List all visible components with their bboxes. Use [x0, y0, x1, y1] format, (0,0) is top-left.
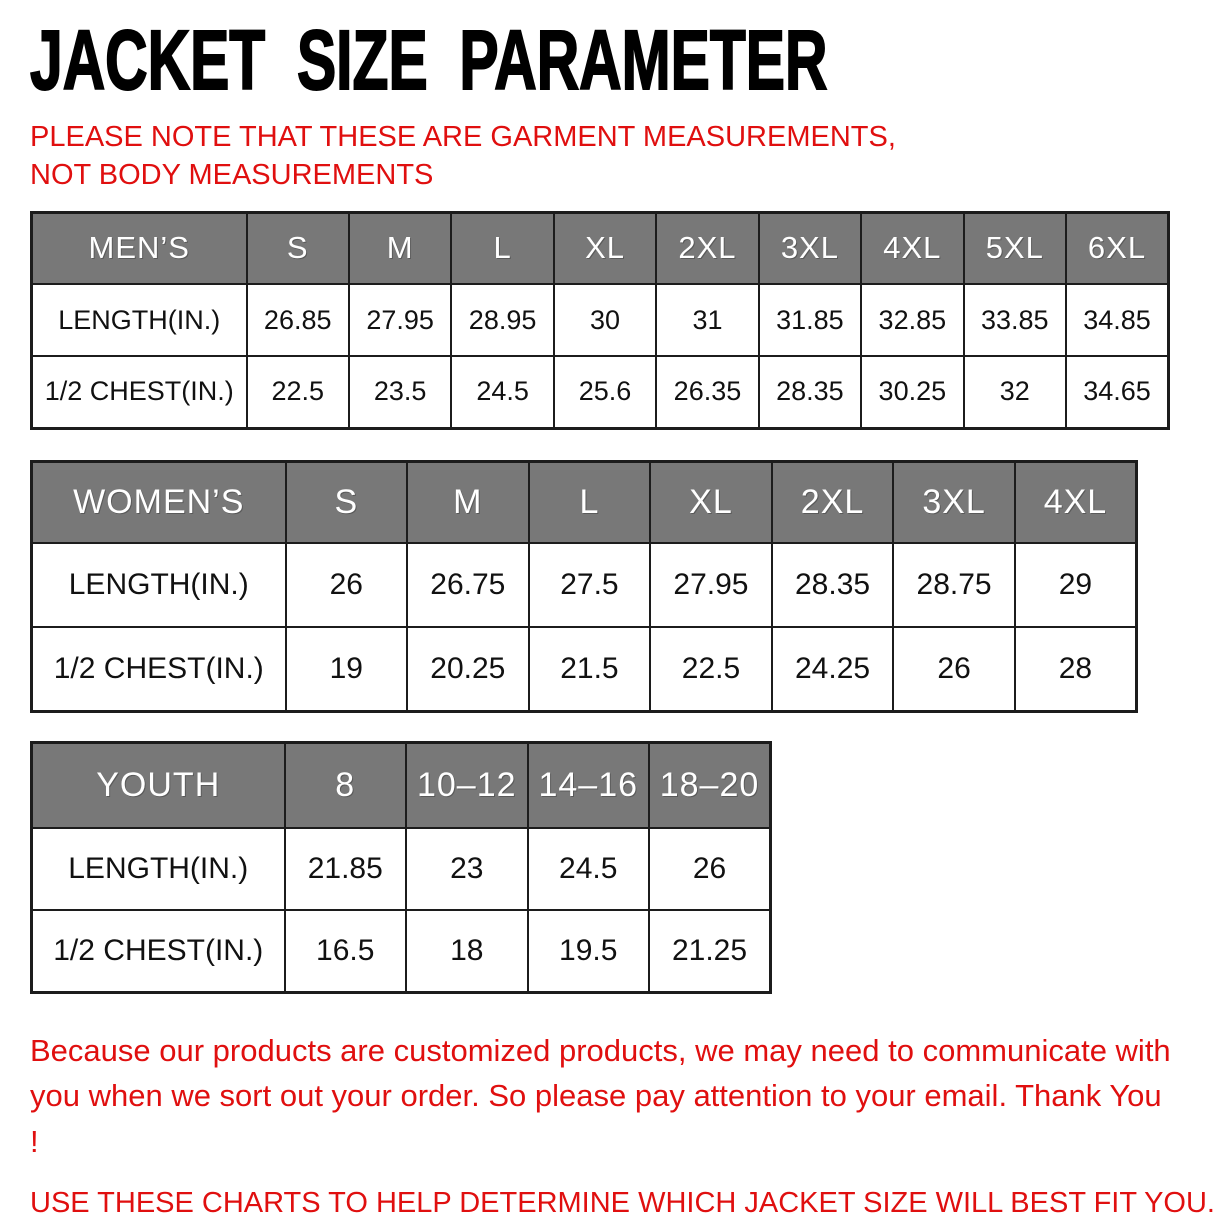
youth-size-value: 19.5	[528, 910, 650, 992]
mens-measurement-row	[32, 356, 1169, 428]
womens-size-value: 29	[1015, 543, 1137, 627]
womens-table-title: WOMEN’S	[32, 461, 286, 543]
mens-size-value: 30	[554, 284, 656, 356]
womens-column-header: M	[407, 461, 529, 543]
mens-size-value: 24.5	[451, 356, 553, 428]
mens-column-header: M	[349, 212, 451, 284]
youth-size-value: 21.25	[649, 910, 771, 992]
mens-header-row	[32, 212, 1169, 284]
youth-table-title: YOUTH	[32, 742, 285, 828]
womens-row-label: 1/2 CHEST(IN.)	[32, 627, 286, 711]
youth-column-header: 14–16	[528, 742, 650, 828]
womens-size-value: 26	[893, 627, 1015, 711]
youth-size-value: 16.5	[285, 910, 407, 992]
mens-measurement-row	[32, 284, 1169, 356]
youth-size-value: 23	[406, 828, 528, 910]
youth-row-label: LENGTH(IN.)	[32, 828, 285, 910]
youth-size-value: 24.5	[528, 828, 650, 910]
mens-column-header: XL	[554, 212, 656, 284]
youth-size-value: 26	[649, 828, 771, 910]
womens-column-header: 3XL	[893, 461, 1015, 543]
youth-size-value: 18	[406, 910, 528, 992]
womens-size-value: 21.5	[529, 627, 651, 711]
mens-row-label: 1/2 CHEST(IN.)	[32, 356, 247, 428]
womens-column-header: L	[529, 461, 651, 543]
mens-table-title: MEN’S	[32, 212, 247, 284]
womens-size-value: 27.5	[529, 543, 651, 627]
mens-row-label: LENGTH(IN.)	[32, 284, 247, 356]
womens-column-header: 4XL	[1015, 461, 1137, 543]
mens-column-header: L	[451, 212, 553, 284]
youth-column-header: 10–12	[406, 742, 528, 828]
mens-size-value: 28.35	[759, 356, 861, 428]
womens-measurement-row	[32, 627, 1137, 711]
youth-column-header: 8	[285, 742, 407, 828]
youth-size-value: 21.85	[285, 828, 407, 910]
womens-size-table	[30, 460, 1138, 713]
garment-measurement-note: PLEASE NOTE THAT THESE ARE GARMENT MEASUREMENTS, NOT BODY MEASUREMENTS	[30, 121, 896, 192]
womens-measurement-row	[32, 543, 1137, 627]
womens-column-header: XL	[650, 461, 772, 543]
customization-notice: Because our products are customized products, we may need to communicate with you when we sort out your order. So please pay attention to your email. Thank You !	[30, 1032, 1171, 1160]
mens-size-value: 34.65	[1066, 356, 1169, 428]
womens-size-value: 28.35	[772, 543, 894, 627]
womens-size-value: 26.75	[407, 543, 529, 627]
mens-column-header: 4XL	[861, 212, 963, 284]
youth-size-table	[30, 741, 772, 994]
mens-size-value: 32	[964, 356, 1066, 428]
womens-header-row	[32, 461, 1137, 543]
womens-size-value: 28.75	[893, 543, 1015, 627]
mens-size-value: 27.95	[349, 284, 451, 356]
womens-column-header: 2XL	[772, 461, 894, 543]
womens-column-header: S	[286, 461, 408, 543]
mens-size-value: 33.85	[964, 284, 1066, 356]
mens-size-table	[30, 211, 1170, 430]
womens-size-value: 27.95	[650, 543, 772, 627]
womens-size-value: 28	[1015, 627, 1137, 711]
mens-size-value: 31.85	[759, 284, 861, 356]
youth-column-header: 18–20	[649, 742, 771, 828]
mens-size-value: 22.5	[247, 356, 349, 428]
youth-header-row	[32, 742, 771, 828]
womens-size-value: 26	[286, 543, 408, 627]
youth-row-label: 1/2 CHEST(IN.)	[32, 910, 285, 992]
mens-size-value: 34.85	[1066, 284, 1169, 356]
chart-usage-instruction: USE THESE CHARTS TO HELP DETERMINE WHICH JACKET SIZE WILL BEST FIT YOU.	[30, 1187, 1215, 1220]
womens-size-value: 19	[286, 627, 408, 711]
womens-row-label: LENGTH(IN.)	[32, 543, 286, 627]
mens-size-value: 26.85	[247, 284, 349, 356]
youth-measurement-row	[32, 828, 771, 910]
mens-size-value: 26.35	[656, 356, 758, 428]
mens-size-value: 32.85	[861, 284, 963, 356]
mens-column-header: 3XL	[759, 212, 861, 284]
womens-size-value: 24.25	[772, 627, 894, 711]
mens-size-value: 23.5	[349, 356, 451, 428]
youth-measurement-row	[32, 910, 771, 992]
page-title-text: JACKET SIZE PARAMETER	[30, 13, 828, 107]
mens-size-value: 30.25	[861, 356, 963, 428]
mens-column-header: 6XL	[1066, 212, 1169, 284]
page-title	[30, 0, 1172, 106]
mens-size-value: 25.6	[554, 356, 656, 428]
mens-size-value: 28.95	[451, 284, 553, 356]
mens-column-header: S	[247, 212, 349, 284]
womens-size-value: 20.25	[407, 627, 529, 711]
womens-size-value: 22.5	[650, 627, 772, 711]
mens-column-header: 5XL	[964, 212, 1066, 284]
mens-size-value: 31	[656, 284, 758, 356]
mens-column-header: 2XL	[656, 212, 758, 284]
